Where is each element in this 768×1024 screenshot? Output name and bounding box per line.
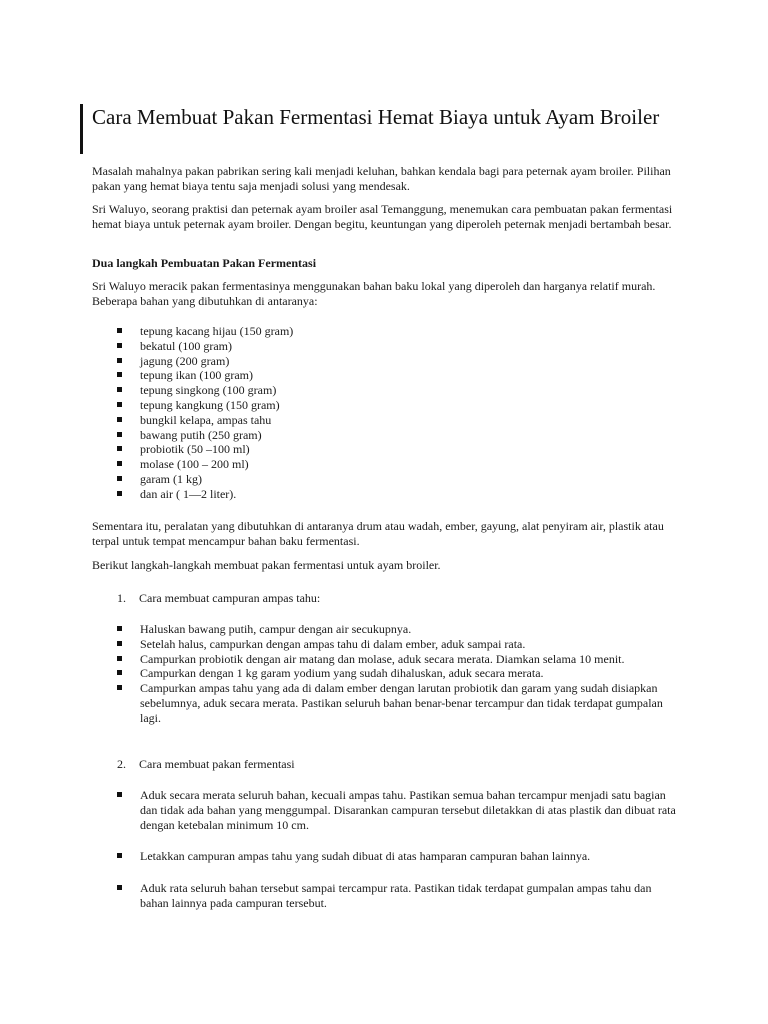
intro-paragraph: Masalah mahalnya pakan pabrikan sering kali menjadi keluhan, bahkan kendala bagi para peternak ayam broiler. Pilihan pakan yang hemat biaya tentu saja menjadi solusi yang mendesak. — [92, 164, 671, 193]
section-heading: Dua langkah Pembuatan Pakan Fermentasi — [92, 256, 317, 270]
list-item: bawang putih (250 gram) — [117, 428, 677, 443]
list-item: tepung singkong (100 gram) — [117, 383, 677, 398]
list-item: probiotik (50 –100 ml) — [117, 442, 677, 457]
list-item: Letakkan campuran ampas tahu yang sudah dibuat di atas hamparan campuran bahan lainnya. — [117, 849, 677, 864]
list-item: bekatul (100 gram) — [117, 339, 677, 354]
step-1-number: 1. — [117, 591, 126, 605]
step-1-list — [117, 622, 677, 726]
list-item: Setelah halus, campurkan dengan ampas tahu di dalam ember, aduk sampai rata. — [117, 637, 677, 652]
list-item: tepung kangkung (150 gram) — [117, 398, 677, 413]
list-item: dan air ( 1—2 liter). — [117, 487, 677, 502]
page-title: Cara Membuat Pakan Fermentasi Hemat Biaya untuk Ayam Broiler — [92, 105, 660, 129]
list-item: bungkil kelapa, ampas tahu — [117, 413, 677, 428]
list-item: Campurkan ampas tahu yang ada di dalam ember dengan larutan probiotik dan garam yang sudah disiapkan sebelumnya, aduk secara merata. Pastikan seluruh bahan benar-benar tercampur dan tidak terdapat gumpalan lagi. — [117, 681, 677, 725]
ingredients-intro-paragraph: Sri Waluyo meracik pakan fermentasinya menggunakan bahan baku lokal yang diperoleh dan harganya relatif murah. Beberapa bahan yang dibutuhkan di antaranya: — [92, 279, 656, 308]
step-2-number: 2. — [117, 757, 126, 771]
list-item: Aduk rata seluruh bahan tersebut sampai tercampur rata. Pastikan tidak terdapat gumpalan ampas tahu dan bahan lainnya pada campuran tersebut. — [117, 881, 677, 911]
step-2-list-b — [117, 849, 677, 864]
list-item: Campurkan probiotik dengan air matang dan molase, aduk secara merata. Diamkan selama 10 menit. — [117, 652, 677, 667]
step-1-heading — [117, 591, 677, 606]
sri-waluyo-paragraph: Sri Waluyo, seorang praktisi dan peternak ayam broiler asal Temanggung, menemukan cara pembuatan pakan fermentasi hemat biaya untuk peternak ayam broiler. Dengan begitu, keuntungan yang diperoleh peternak menjadi bertambah besar. — [92, 202, 673, 231]
list-item: molase (100 – 200 ml) — [117, 457, 677, 472]
list-item: tepung ikan (100 gram) — [117, 368, 677, 383]
steps-intro-paragraph: Berikut langkah-langkah membuat pakan fermentasi untuk ayam broiler. — [92, 558, 441, 572]
list-item: Campurkan dengan 1 kg garam yodium yang sudah dihaluskan, aduk secara merata. — [117, 666, 677, 681]
step-2-list-a — [117, 788, 677, 832]
step-2-label: Cara membuat pakan fermentasi — [139, 757, 295, 771]
list-item: Aduk secara merata seluruh bahan, kecuali ampas tahu. Pastikan semua bahan tercampur menjadi satu bagian dan tidak ada bahan yang menggumpal. Disarankan campuran tersebut diletakkan di atas plastik dan dibuat rata dengan ketebalan minimum 10 cm. — [117, 788, 677, 832]
list-item: garam (1 kg) — [117, 472, 677, 487]
title-accent-bar — [80, 104, 83, 154]
list-item: Haluskan bawang putih, campur dengan air secukupnya. — [117, 622, 677, 637]
equipment-paragraph: Sementara itu, peralatan yang dibutuhkan di antaranya drum atau wadah, ember, gayung, alat penyiram air, plastik atau terpal untuk tempat mencampur bahan baku fermentasi. — [92, 519, 664, 548]
list-item: jagung (200 gram) — [117, 354, 677, 369]
step-2-heading — [117, 757, 677, 772]
step-1-label: Cara membuat campuran ampas tahu: — [139, 591, 321, 605]
step-2-list-c — [117, 881, 677, 911]
ingredients-list — [117, 324, 677, 502]
list-item: tepung kacang hijau (150 gram) — [117, 324, 677, 339]
